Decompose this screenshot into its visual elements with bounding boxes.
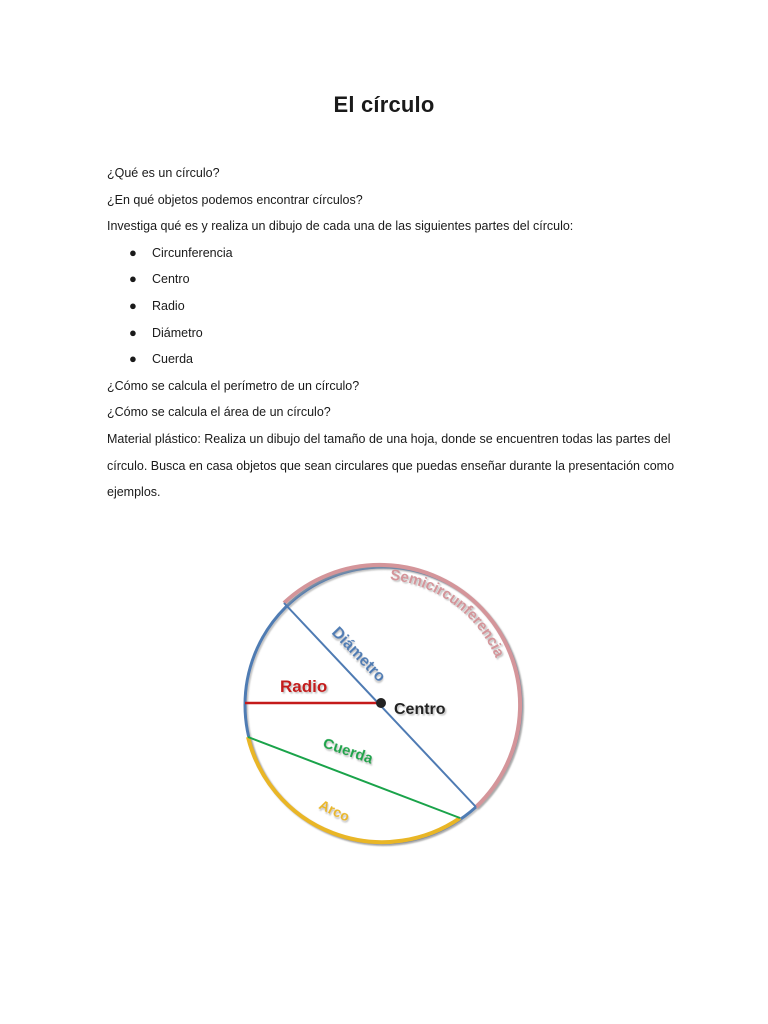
bullet-icon: ● — [129, 351, 137, 367]
cuerda-label: Cuerda — [320, 734, 376, 768]
list-item-label: Radio — [152, 298, 185, 313]
list-item — [129, 346, 677, 373]
page-title: El círculo — [333, 92, 435, 117]
circle-diagram — [236, 555, 531, 855]
question-perimeter: ¿Cómo se calcula el perímetro de un círculo? — [107, 378, 360, 393]
list-item-label: Circunferencia — [152, 245, 233, 260]
list-item-label: Diámetro — [152, 325, 203, 340]
bullet-icon: ● — [129, 297, 137, 313]
instruction-material: Material plástico: Realiza un dibujo del tamaño de una hoja, donde se encuentren todas las partes del círculo. Busca en casa objetos que sean circulares que puedas enseñar durante la presentación como ejemplos. — [107, 431, 675, 500]
question-area: ¿Cómo se calcula el área de un círculo? — [107, 405, 331, 420]
list-item-label: Centro — [152, 272, 190, 287]
centro-label: Centro — [394, 701, 446, 718]
bullet-icon: ● — [129, 244, 137, 260]
document-body — [107, 160, 677, 506]
bullet-icon: ● — [129, 324, 137, 340]
list-item — [129, 266, 677, 293]
question-what-is-circle: ¿Qué es un círculo? — [107, 166, 220, 180]
centro-dot — [376, 698, 386, 708]
semicircunferencia-label: Semicircunferencia — [389, 566, 508, 660]
parts-list — [107, 240, 677, 373]
bullet-icon: ● — [129, 271, 137, 287]
list-item — [129, 240, 677, 267]
question-objects-circles: ¿En qué objetos podemos encontrar círculos? — [107, 192, 363, 207]
diametro-label: Diámetro — [328, 623, 389, 686]
list-item-label: Cuerda — [152, 352, 193, 367]
circle-diagram-svg — [236, 555, 531, 855]
list-item — [129, 293, 677, 320]
instruction-investigate: Investiga qué es y realiza un dibujo de cada una de las siguientes partes del círculo: — [107, 219, 574, 234]
radio-label: Radio — [280, 677, 328, 696]
arco-label: Arco — [316, 796, 353, 825]
list-item — [129, 320, 677, 347]
